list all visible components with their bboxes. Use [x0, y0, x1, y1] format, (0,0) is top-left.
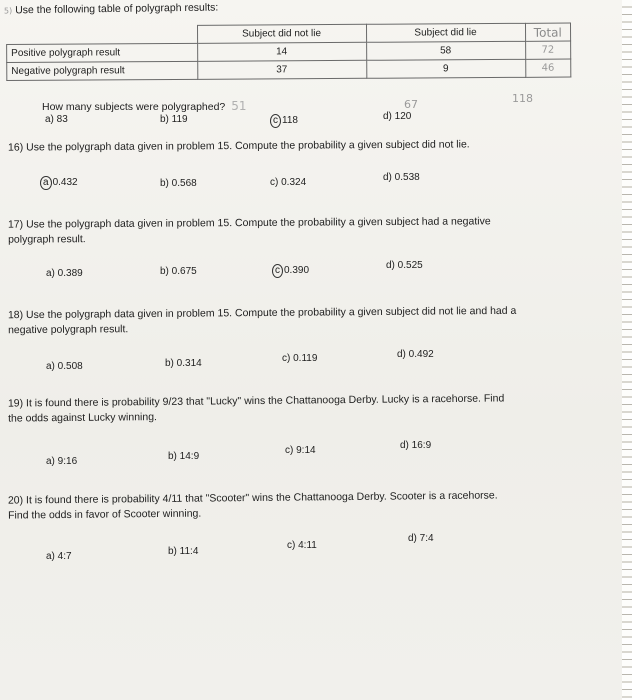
q17-option-a: a) 0.389: [46, 268, 83, 279]
q16-text: 16) Use the polygraph data given in problem 15. Compute the probability a given subject did not lie.: [7, 138, 470, 154]
answer-circle: c: [272, 264, 283, 278]
q16-option-c: c) 0.324: [270, 177, 307, 188]
q18-option-c: c) 0.119: [282, 353, 318, 364]
q15-number: 5): [3, 6, 13, 16]
q16-option-b: b) 0.568: [160, 178, 197, 189]
q20-option-c: c) 4:11: [287, 540, 317, 551]
q15-option-d: d) 120: [383, 111, 412, 122]
q17-option-c: c 0.390: [272, 264, 309, 278]
q20-option-b: b) 11:4: [168, 546, 199, 557]
row-label: Positive polygraph result: [7, 43, 198, 62]
header-total: Total: [525, 23, 571, 41]
q20-option-a: a) 4:7: [46, 551, 72, 562]
row-label: Negative polygraph result: [7, 61, 198, 80]
q19-option-d: d) 16:9: [400, 440, 432, 451]
polygraph-table: [6, 23, 571, 81]
col-total-lie: 67: [404, 98, 418, 111]
header-not-lie: Subject did not lie: [197, 24, 366, 43]
q16-option-a: a 0.432: [40, 176, 78, 190]
q20-text: 20) It is found there is probability 4/11 that "Scooter" wins the Chattanooga Derby. Scooter is a racehorse. Find the odds in favor of Scooter winning.: [7, 489, 498, 522]
cell-value: 58: [366, 41, 525, 60]
q19-text: 19) It is found there is probability 9/23 that "Lucky" wins the Chattanooga Derby. Lucky is a racehorse. Find the odds against Lucky winning.: [7, 392, 505, 425]
page-edge: [622, 0, 632, 700]
cell-value: 9: [366, 59, 525, 78]
q18-option-a: a) 0.508: [46, 361, 83, 372]
answer-circle: a: [40, 176, 52, 190]
table-row: [7, 59, 571, 80]
header-lie: Subject did lie: [366, 23, 525, 42]
col-total-not-lie: 51: [231, 99, 247, 113]
grand-total: 118: [512, 92, 533, 105]
q19-option-b: b) 14:9: [168, 451, 200, 462]
cell-value: 37: [197, 60, 366, 79]
cell-total: 72: [525, 41, 571, 59]
q15-prompt: Use the following table of polygraph results:: [15, 1, 219, 17]
cell-total: 46: [525, 59, 571, 77]
q17-text: 17) Use the polygraph data given in problem 15. Compute the probability a given subject had a negative polygraph result.: [7, 215, 491, 246]
q15-option-c: c 118: [270, 114, 298, 128]
cell-value: 14: [197, 42, 366, 61]
q15-heading: [4, 2, 218, 17]
q19-option-c: c) 9:14: [285, 445, 316, 456]
q18-option-d: d) 0.492: [397, 349, 434, 360]
q15-option-b: b) 119: [160, 114, 188, 125]
answer-circle: c: [270, 114, 281, 128]
q18-text: 18) Use the polygraph data given in problem 15. Compute the probability a given subject did not lie and had a negative polygraph result.: [7, 304, 517, 337]
q16-option-d: d) 0.538: [383, 172, 420, 183]
q20-option-d: d) 7:4: [408, 533, 434, 544]
q17-option-d: d) 0.525: [386, 260, 423, 271]
q19-option-a: a) 9:16: [46, 456, 78, 467]
q18-option-b: b) 0.314: [165, 358, 202, 369]
q15-question: How many subjects were polygraphed? 51: [42, 99, 247, 113]
q17-option-b: b) 0.675: [160, 266, 197, 277]
q15-option-a: a) 83: [45, 114, 68, 125]
